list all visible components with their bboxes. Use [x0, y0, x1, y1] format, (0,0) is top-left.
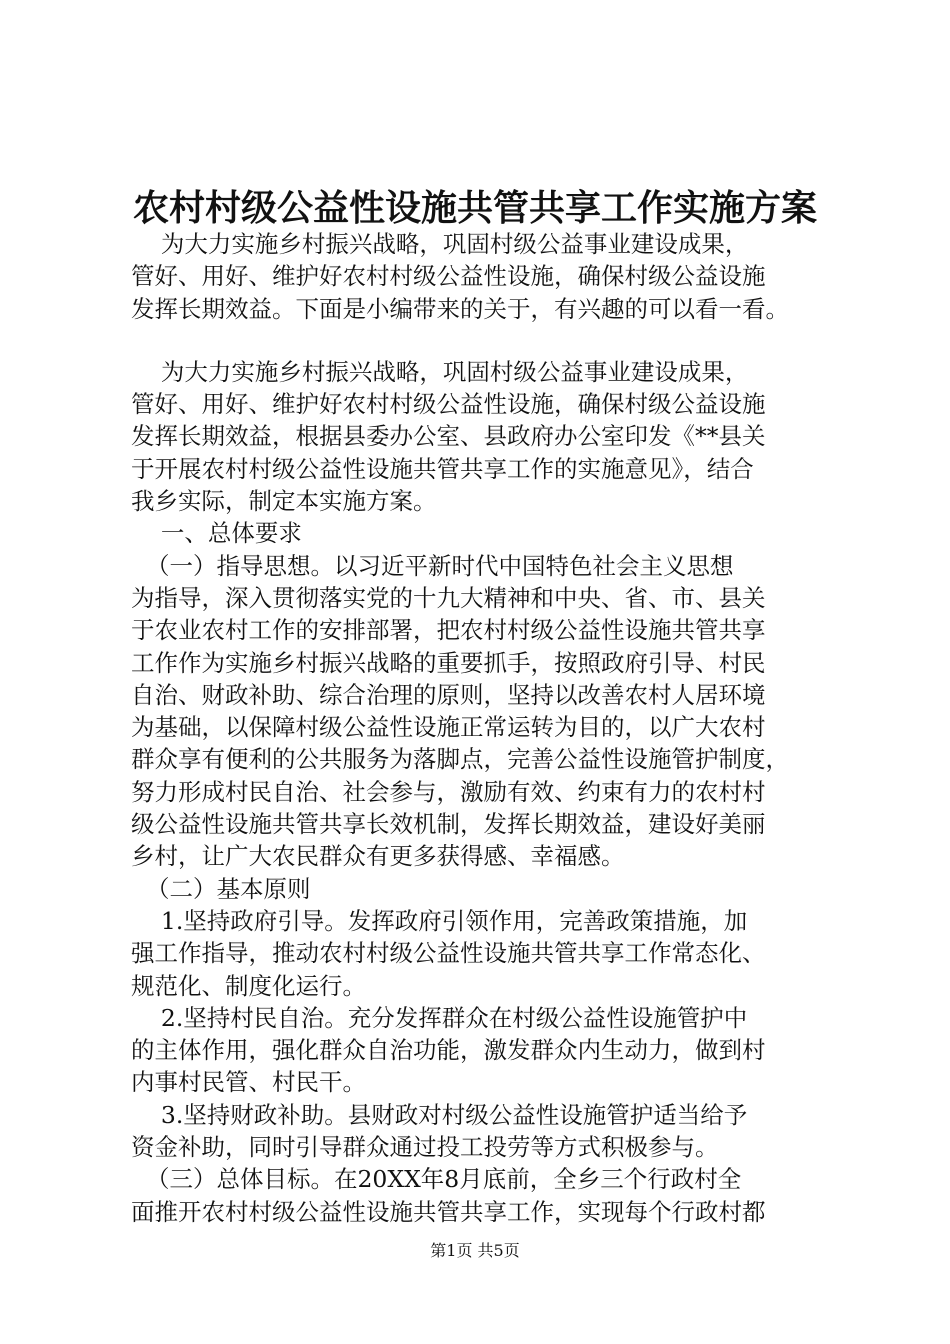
text-line: 2.坚持村民自治。充分发挥群众在村级公益性设施管护中: [131, 1003, 748, 1032]
text-line: 面推开农村村级公益性设施共管共享工作，实现每个行政村都: [131, 1197, 766, 1226]
page-title: 农村村级公益性设施共管共享工作实施方案: [132, 187, 817, 229]
text-line: 乡村，让广大农民群众有更多获得感、幸福感。: [131, 842, 625, 871]
text-line: 群众享有便利的公共服务为落脚点，完善公益性设施管护制度，: [131, 745, 789, 774]
document-body: [131, 228, 831, 1228]
text-line: 规范化、制度化运行。: [131, 971, 366, 1000]
text-line: 为大力实施乡村振兴战略，巩固村级公益事业建设成果，: [131, 357, 749, 386]
text-line: 于农业农村工作的安排部署，把农村村级公益性设施共管共享: [131, 616, 766, 645]
text-line: 于开展农村村级公益性设施共管共享工作的实施意见》，结合: [131, 454, 754, 483]
text-line: 级公益性设施共管共享长效机制，发挥长期效益，建设好美丽: [131, 810, 766, 839]
text-line: 强工作指导，推动农村村级公益性设施共管共享工作常态化、: [131, 939, 766, 968]
main-content: [131, 356, 831, 1228]
text-line: 内事村民管、村民干。: [131, 1068, 366, 1097]
text-line: 自治、财政补助、综合治理的原则，坚持以改善农村人居环境: [131, 680, 766, 709]
text-line: 的主体作用，强化群众自治功能，激发群众内生动力，做到村: [131, 1036, 766, 1065]
text-line: 发挥长期效益，根据县委办公室、县政府办公室印发《**县关: [131, 422, 766, 451]
text-line: （一）指导思想。以习近平新时代中国特色社会主义思想: [131, 551, 734, 580]
paragraph-gap: [131, 325, 831, 356]
text-line: 努力形成村民自治、社会参与，激励有效、约束有力的农村村: [131, 777, 766, 806]
page-footer: 第1页 共5页: [430, 1241, 520, 1260]
subsection-heading: （二）基本原则: [131, 874, 311, 903]
section-heading: 一、总体要求: [131, 519, 302, 548]
text-line: 3.坚持财政补助。县财政对村级公益性设施管护适当给予: [131, 1100, 748, 1129]
text-line: 我乡实际，制定本实施方案。: [131, 487, 437, 516]
text-line: 管好、用好、维护好农村村级公益性设施，确保村级公益设施: [131, 390, 766, 419]
text-line: 发挥长期效益。下面是小编带来的关于，有兴趣的可以看一看。: [131, 294, 789, 323]
text-line: 1.坚持政府引导。发挥政府引领作用，完善政策措施，加: [131, 906, 748, 935]
text-line: 为指导，深入贯彻落实党的十九大精神和中央、省、市、县关: [131, 583, 766, 612]
text-line: 工作作为实施乡村振兴战略的重要抓手，按照政府引导、村民: [131, 648, 766, 677]
text-line: （三）总体目标。在20XX年8月底前，全乡三个行政村全: [131, 1165, 742, 1194]
text-line: 为基础，以保障村级公益性设施正常运转为目的，以广大农村: [131, 713, 766, 742]
intro-paragraph: [131, 228, 831, 325]
text-line: 为大力实施乡村振兴战略，巩固村级公益事业建设成果，: [131, 230, 749, 258]
text-line: 资金补助，同时引导群众通过投工投劳等方式积极参与。: [131, 1133, 719, 1162]
text-line: 管好、用好、维护好农村村级公益性设施，确保村级公益设施: [131, 262, 766, 291]
